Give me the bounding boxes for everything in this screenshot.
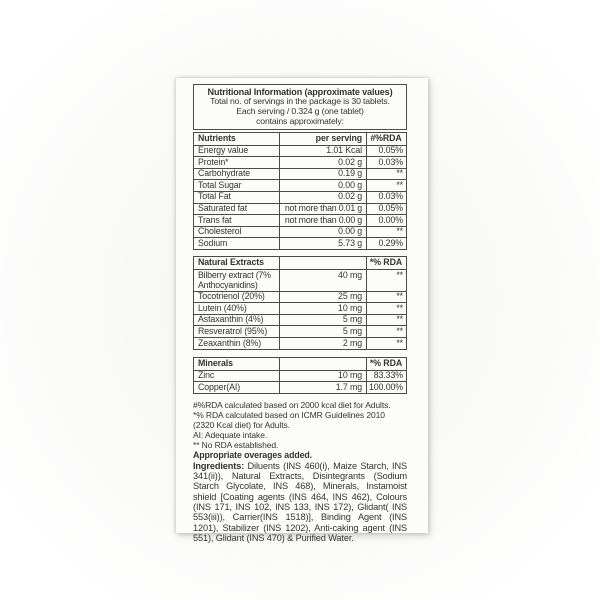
contains-line: contains approximately:	[256, 115, 344, 126]
table-row	[194, 325, 406, 337]
table-row	[194, 302, 406, 314]
rda-cell: **	[366, 326, 406, 337]
per-serving-cell: 10 mg	[279, 303, 366, 314]
rda-cell: **	[366, 315, 406, 326]
overages-note: Appropriate overages added.	[193, 450, 313, 461]
per-serving-cell: 1.7 mg	[279, 382, 366, 393]
rda-cell: 0.05%	[366, 204, 406, 215]
nutrients-header-row	[194, 133, 406, 145]
label-content	[193, 84, 407, 543]
nutrient-name-cell: Zinc	[198, 370, 215, 381]
nutrient-name-cell: Total Sugar	[198, 179, 242, 190]
footnotes	[193, 400, 407, 461]
rda-cell: 0.05%	[366, 146, 406, 157]
table-row	[194, 337, 406, 349]
per-serving-cell: 0.02 g	[279, 157, 366, 168]
nutrient-name-cell: Lutein (40%)	[198, 302, 247, 313]
table-row	[194, 291, 406, 303]
extracts-header-row	[194, 257, 406, 269]
empty-cell	[279, 358, 366, 370]
rda-cell: **	[366, 169, 406, 180]
table-row	[194, 226, 406, 238]
table-row	[194, 314, 406, 326]
table-row	[194, 203, 406, 215]
footnote: AI: Adequate intake.	[193, 430, 268, 441]
rda-cell: **	[366, 303, 406, 314]
rda-cell: **	[366, 338, 406, 349]
nutrient-name-cell: Protein*	[198, 156, 229, 167]
rda-cell: **	[366, 292, 406, 303]
label-header-box	[193, 84, 407, 130]
nutrient-name-cell: Tocotrienol (20%)	[198, 291, 265, 302]
rda-cell: 83.33%	[366, 371, 406, 382]
rda-cell: **	[366, 180, 406, 191]
rda-cell: 0.03%	[366, 192, 406, 203]
nutrient-name-cell: Saturated fat	[198, 203, 248, 214]
section-title: Minerals	[198, 357, 233, 368]
ingredients-text: Diluents (INS 460(i), Maize Starch, INS 341(ii)), Natural Extracts, Disintegrants (Sodium Starch Glycolate, INS 468), Minerals, Instamoist shield [Coating agents (INS 464, INS 462), Colours (INS 171, INS 102, INS 133, INS 172), Glidant( INS 553(iii)), Carrier(INS 1518)], Binding Agent (INS 1201), Stabilizer (INS 1202), Anti-caking agent (INS 551), Glidant (INS 470) & Purified Water.	[193, 460, 407, 543]
table-row	[194, 370, 406, 382]
per-serving-cell: 0.00 g	[279, 227, 366, 238]
per-serving-cell: 10 mg	[279, 371, 366, 382]
nutrient-name-cell: Cholesterol	[198, 226, 242, 237]
ingredients-label: Ingredients:	[193, 460, 245, 471]
table-row	[194, 168, 406, 180]
table-row	[194, 381, 406, 393]
nutrition-label-card	[176, 78, 428, 543]
nutrient-name-cell: Astaxanthin (4%)	[198, 314, 264, 325]
per-serving-cell: 5 mg	[279, 315, 366, 326]
table-row	[194, 214, 406, 226]
table-row	[194, 179, 406, 191]
table-row	[194, 269, 406, 291]
per-serving-cell: not more than 0.01 g	[279, 204, 366, 215]
per-serving-cell: 0.00 g	[279, 180, 366, 191]
servings-line: Total no. of servings in the package is 30 tablets.	[210, 96, 390, 107]
natural-extracts-table	[193, 256, 407, 350]
nutrient-name-cell: Trans fat	[198, 214, 232, 225]
rda-cell: **	[366, 227, 406, 238]
per-serving-cell: 40 mg	[279, 270, 366, 291]
nutrient-name-cell: Resveratrol (95%)	[198, 325, 268, 336]
empty-cell	[279, 257, 366, 269]
minerals-table	[193, 357, 407, 394]
table-row	[194, 156, 406, 168]
per-serving-cell: 5 mg	[279, 326, 366, 337]
minerals-header-row	[194, 358, 406, 370]
rda-cell: 0.03%	[366, 157, 406, 168]
table-row	[194, 191, 406, 203]
per-serving-cell: 5.73 g	[279, 238, 366, 249]
per-serving-cell: 0.19 g	[279, 169, 366, 180]
rda-cell: 100.00%	[366, 382, 406, 393]
nutrient-name-cell: Energy value	[198, 145, 249, 156]
per-serving-cell: 25 mg	[279, 292, 366, 303]
nutrient-name-cell: Sodium	[198, 237, 228, 248]
col-header-rda: *% RDA	[366, 257, 406, 269]
footnote: ** No RDA established.	[193, 440, 279, 451]
rda-cell: 0.00%	[366, 215, 406, 226]
nutrient-name-cell: Carbohydrate	[198, 168, 251, 179]
col-header-rda: #%RDA	[366, 133, 406, 145]
per-serving-cell: 1.01 Kcal	[279, 146, 366, 157]
per-serving-cell: not more than 0.00 g	[279, 215, 366, 226]
per-serving-cell: 2 mg	[279, 338, 366, 349]
section-title: Natural Extracts	[198, 257, 264, 268]
nutrient-name-cell: Total Fat	[198, 191, 231, 202]
nutrients-table	[193, 132, 407, 250]
footnote: #%RDA calculated based on 2000 kcal diet for Adults.	[193, 399, 391, 410]
table-row	[194, 237, 406, 249]
col-header-nutrients: Nutrients	[198, 132, 236, 143]
rda-cell: **	[366, 270, 406, 291]
col-header-rda: *% RDA	[366, 358, 406, 370]
nutrient-name-cell: Copper(AI)	[198, 381, 241, 392]
per-serving-cell: 0.02 g	[279, 192, 366, 203]
serving-size-line: Each serving / 0.324 g (one tablet)	[236, 106, 364, 116]
footnote: *% RDA calculated based on ICMR Guidelines 2010 (2320 Kcal diet) for Adults.	[193, 409, 385, 430]
label-title: Nutritional Information (approximate values)	[207, 87, 393, 97]
table-row	[194, 145, 406, 157]
ingredients-paragraph	[193, 461, 407, 543]
nutrient-name-cell: Bilberry extract (7% Anthocyanidins)	[198, 269, 271, 290]
nutrient-name-cell: Zeaxanthin (8%)	[198, 337, 262, 348]
col-header-per-serving: per serving	[279, 133, 366, 145]
rda-cell: 0.29%	[366, 238, 406, 249]
